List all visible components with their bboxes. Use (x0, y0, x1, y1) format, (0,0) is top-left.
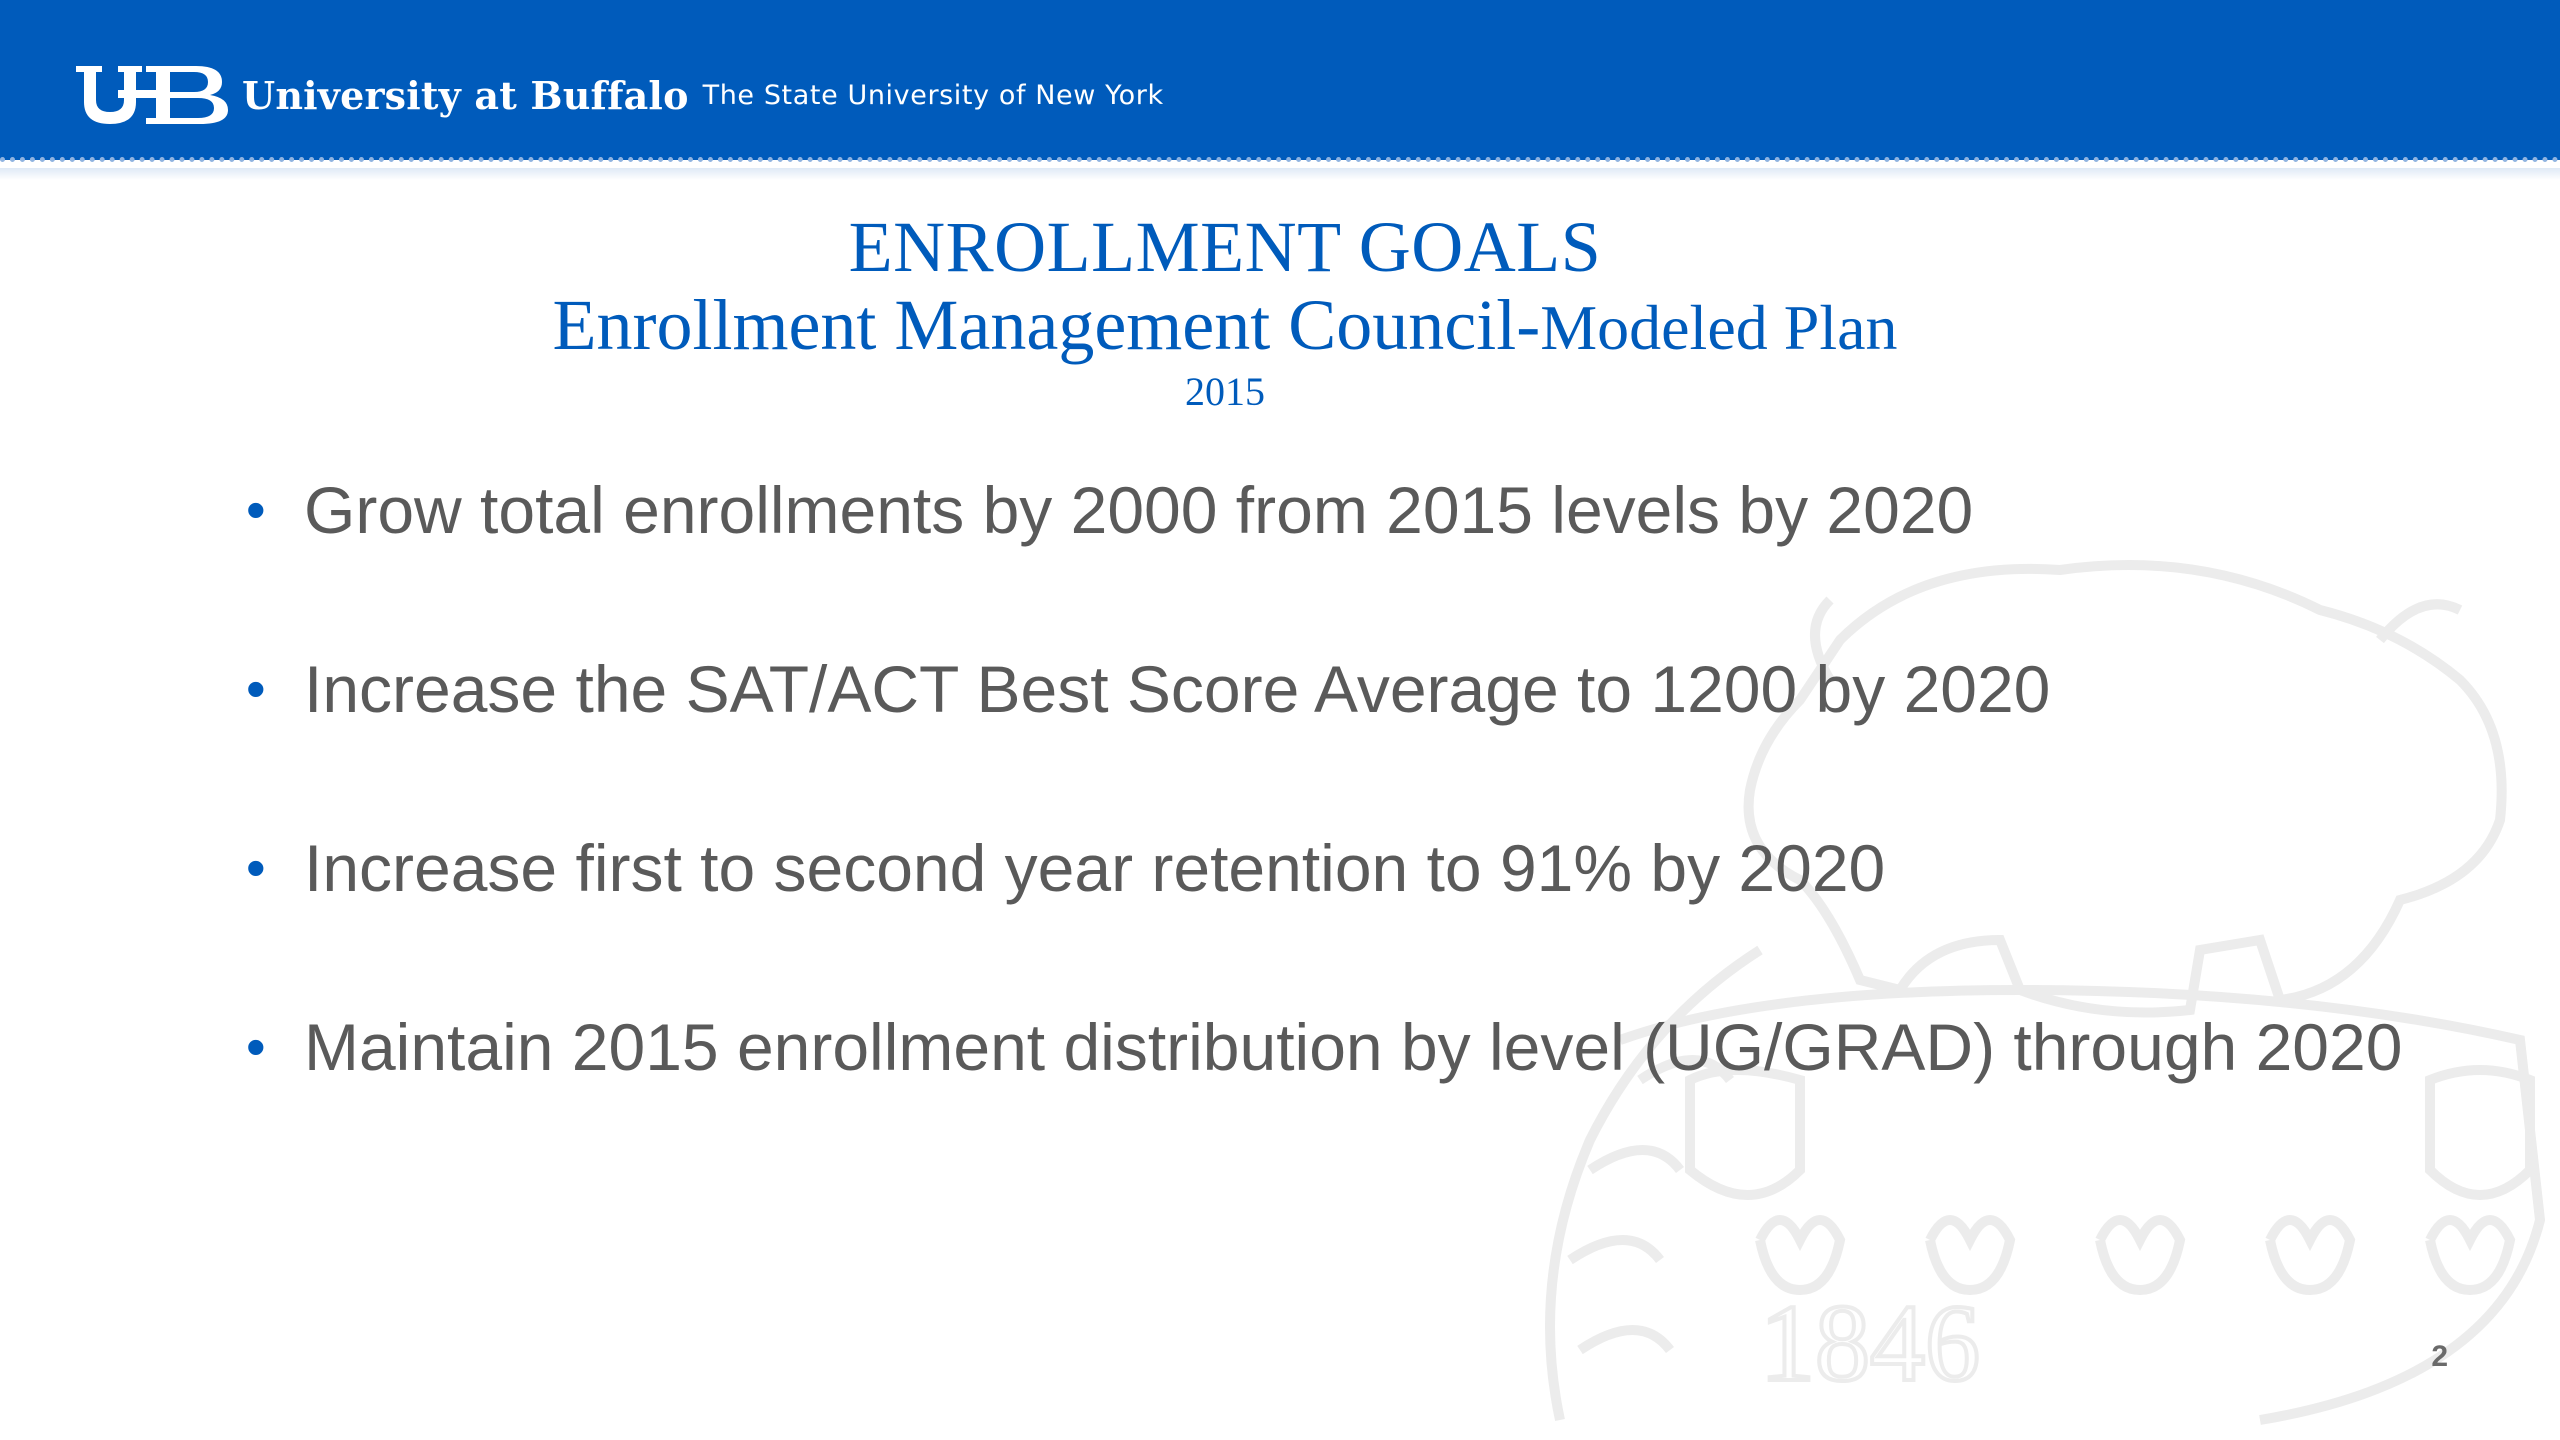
title-subheading-suffix: Modeled Plan (1540, 292, 1898, 363)
bullet-text: Maintain 2015 enrollment distribution by level (UG/GRAD) through 2020 (304, 1010, 2403, 1084)
bullet-icon: • (246, 836, 266, 899)
bullet-text: Increase first to second year retention to 91% by 2020 (304, 831, 1886, 905)
bullet-item (240, 823, 2420, 913)
title-year: 2015 (1185, 369, 1265, 414)
university-tagline: The State University of New York (702, 79, 1164, 111)
ub-logo-mark-icon (72, 60, 232, 130)
bullet-item (240, 465, 2420, 555)
header-band (0, 0, 2560, 160)
bullet-item (240, 1002, 2420, 1092)
bullet-text: Grow total enrollments by 2000 from 2015 levels by 2020 (304, 473, 1974, 547)
bullet-item (240, 644, 2420, 734)
header-shadow-rule (0, 168, 2560, 180)
title-subheading-main: Enrollment Management Council- (552, 285, 1541, 365)
goals-bullet-list (240, 465, 2420, 1181)
slide-title (0, 208, 2450, 415)
university-name: University at Buffalo (242, 72, 689, 118)
ub-logo[interactable] (72, 60, 1164, 130)
watermark-year: 1846 (1760, 1282, 1980, 1404)
bullet-text: Increase the SAT/ACT Best Score Average to 1200 by 2020 (304, 652, 2051, 726)
bullet-icon: • (246, 1015, 266, 1078)
page-number: 2 (2431, 1340, 2448, 1373)
title-subheading (0, 286, 2450, 367)
header-dotted-divider (0, 157, 2560, 162)
title-heading: ENROLLMENT GOALS (848, 207, 1602, 287)
bullet-icon: • (246, 478, 266, 541)
bullet-icon: • (246, 657, 266, 720)
